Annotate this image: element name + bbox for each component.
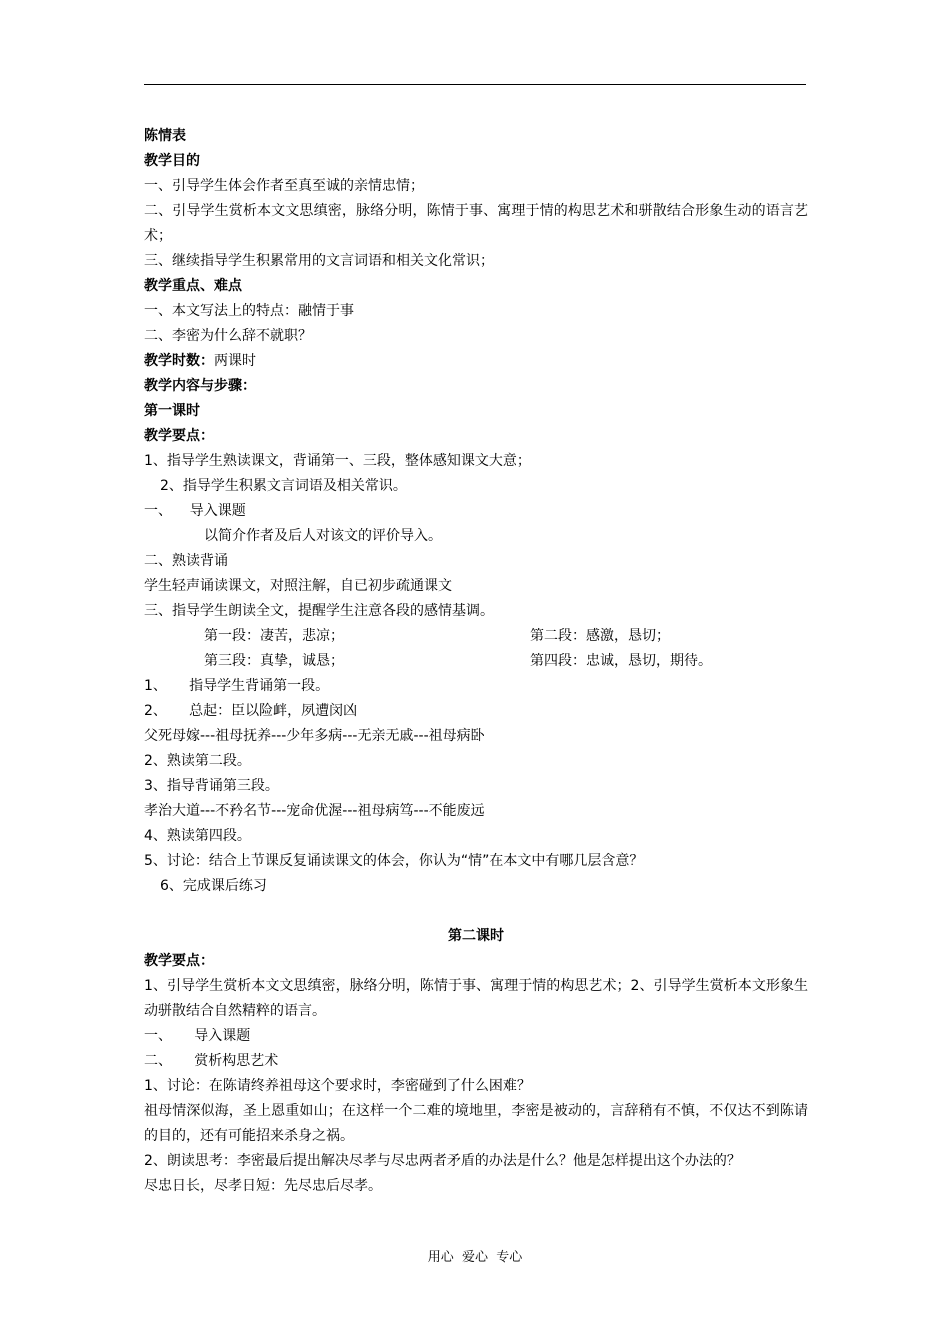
section-heading: 教学时数： [144,353,214,369]
text-line: 1、讨论：在陈请终养祖母这个要求时，李密碰到了什么困难？ [144,1078,531,1094]
text-line: 2、指导学生积累文言词语及相关常识。 [160,478,407,494]
text-line: 父死母嫁---祖母抚养---少年多病---无亲无戚---祖母病卧 [144,728,485,744]
spacer [144,899,808,924]
text-line: 学生轻声诵读课文，对照注解，自已初步疏通课文 [144,578,452,594]
header-rule [144,84,806,85]
paragraph-tone: 第一段：凄苦，悲凉； [204,628,344,644]
text-line: 2、 总起：臣以险衅，夙遭闵凶 [144,703,358,719]
text-line: 一、 导入课题 [144,1028,251,1044]
paragraph-tone: 第二段：感激，恳切； [530,628,670,644]
text-line: 2、熟读第二段。 [144,753,251,769]
section-title: 第二课时 [448,928,504,944]
text-paragraph: 二、引导学生赏析本文文思缜密，脉络分明，陈情于事、寓理于情的构思艺术和骈散结合形象生动的语言艺术； [144,203,808,244]
text-paragraph: 祖母情深似海，圣上恩重如山；在这样一个二难的境地里，李密是被动的，言辞稍有不慎，不仅达不到陈请的目的，还有可能招来杀身之祸。 [144,1103,808,1144]
text-line: 孝治大道---不矜名节---宠命优渥---祖母病笃---不能废远 [144,803,485,819]
text-line: 以简介作者及后人对该文的评价导入。 [204,528,442,544]
text-line: 一、引导学生体会作者至真至诚的亲情忠情； [144,178,424,194]
text-value: 两课时 [214,353,256,369]
text-paragraph: 2、朗读思考：李密最后提出解决尽孝与尽忠两者矛盾的办法是什么？他是怎样提出这个办法的？ [144,1153,741,1169]
document-body [144,124,808,1199]
text-line: 1、 指导学生背诵第一段。 [144,678,330,694]
paragraph-tone: 第三段：真挚，诚恳； [204,653,344,669]
text-line: 二、熟读背诵 [144,553,228,569]
text-line [144,349,808,374]
section-heading: 教学目的 [144,153,200,169]
section-heading: 教学内容与步骤： [144,378,256,394]
text-line: 3、指导背诵第三段。 [144,778,279,794]
text-line: 二、李密为什么辞不就职？ [144,328,312,344]
paragraph-tone-row [144,649,808,674]
text-line: 三、继续指导学生积累常用的文言词语和相关文化常识； [144,253,494,269]
text-line: 1、指导学生熟读课文，背诵第一、三段，整体感知课文大意； [144,453,531,469]
text-line: 4、熟读第四段。 [144,828,251,844]
text-line: 尽忠日长，尽孝日短：先尽忠后尽孝。 [144,1178,382,1194]
section-heading: 教学要点： [144,953,214,969]
text-paragraph: 1、引导学生赏析本文文思缜密，脉络分明，陈情于事、寓理于情的构思艺术；2、引导学生赏析本文形象生动骈散结合自然精粹的语言。 [144,978,808,1019]
text-line: 三、指导学生朗读全文，提醒学生注意各段的感情基调。 [144,603,494,619]
text-line: 一、 导入课题 [144,503,246,519]
section-heading: 第一课时 [144,403,200,419]
document-title: 陈情表 [144,128,186,144]
text-line: 一、本文写法上的特点：融情于事 [144,303,354,319]
paragraph-tone-row [144,624,808,649]
text-line: 6、完成课后练习 [160,878,267,894]
paragraph-tone: 第四段：忠诚，恳切，期待。 [530,653,712,669]
page-footer: 用心 爱心 专心 [427,1250,523,1265]
text-line: 二、 赏析构思艺术 [144,1053,279,1069]
section-heading: 教学重点、难点 [144,278,242,294]
section-heading: 教学要点： [144,428,214,444]
text-line: 5、讨论：结合上节课反复诵读课文的体会，你认为“情”在本文中有哪几层含意？ [144,853,644,869]
